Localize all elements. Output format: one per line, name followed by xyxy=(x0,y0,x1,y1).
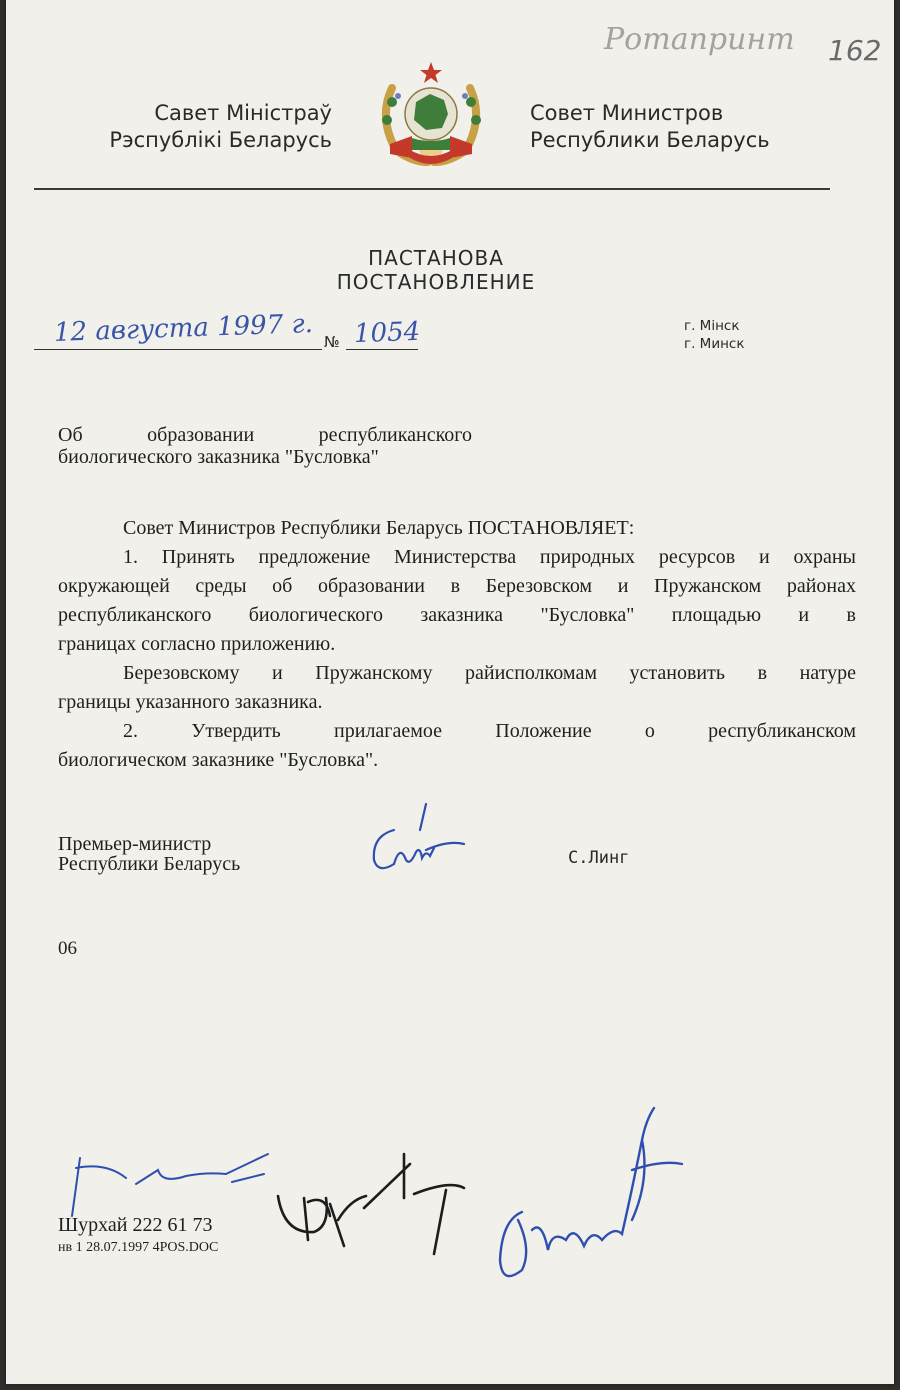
body-p1-line4: границах согласно приложению. xyxy=(58,633,336,655)
header-left-line2: Рэспублiкi Беларусь xyxy=(109,128,332,152)
city-russian: г. Минск xyxy=(684,336,745,352)
body-intro: Совет Министров Республики Беларусь ПОСТАНОВЛЯЕТ: xyxy=(123,517,635,539)
signatory-title-line1: Премьер-министр xyxy=(58,833,212,855)
number-sign: № xyxy=(324,333,340,351)
date-underline xyxy=(34,349,322,350)
document-page xyxy=(6,0,894,1384)
state-emblem-icon xyxy=(372,58,490,170)
approval-signature-1-icon xyxy=(36,1144,286,1224)
number-underline xyxy=(346,349,418,350)
body-p3-line1: 2. Утвердить прилагаемое Положение о республиканском xyxy=(123,720,856,742)
header-left-line1: Савет Мiнiстраў xyxy=(154,101,332,125)
body-p2-line2: границы указанного заказника. xyxy=(58,691,323,713)
body-p1-line1: 1. Принять предложение Министерства природных ресурсов и охраны xyxy=(123,546,856,568)
approval-signature-2-icon xyxy=(274,1150,474,1260)
document-body xyxy=(58,514,856,775)
body-p1-line2: окружающей среды об образовании в Березовском и Пружанском районах xyxy=(58,575,856,597)
signatory-name: С.Линг xyxy=(568,848,630,868)
body-p1-line3: республиканского биологического заказника "Бусловка" площадью и в xyxy=(58,604,856,626)
file-meta-line: нв 1 28.07.1997 4POS.DOC xyxy=(58,1240,219,1255)
archive-note: Ротапринт xyxy=(604,22,795,57)
document-code: 06 xyxy=(58,938,77,959)
body-p2-line1: Березовскому и Пружанскому райисполкомам установить в натуре xyxy=(123,662,856,684)
doc-type-russian: ПОСТАНОВЛЕНИЕ xyxy=(336,270,536,294)
doc-type-belarusian: ПАСТАНОВА xyxy=(368,246,504,270)
header-right-line1: Совет Министров xyxy=(530,101,724,125)
signatory-title xyxy=(58,834,240,874)
city-belarusian: г. Мiнск xyxy=(684,318,740,334)
emblem-inscription: РЭСПУБЛІКА БЕЛАРУСЬ xyxy=(418,150,444,152)
header-right-line2: Республики Беларусь xyxy=(530,128,770,152)
date-handwritten: 12 августа 1997 г. xyxy=(53,308,314,348)
executor-line: Шурхай 222 61 73 xyxy=(58,1214,213,1236)
archive-page-number: 162 xyxy=(828,34,882,67)
document-subject xyxy=(58,424,472,468)
approval-signature-3-icon xyxy=(492,1100,692,1300)
signatory-title-line2: Республики Беларусь xyxy=(58,853,241,875)
header-russian xyxy=(530,100,830,154)
subject-line2: биологического заказника "Бусловка" xyxy=(58,446,379,468)
header-divider xyxy=(34,188,830,190)
number-handwritten: 1054 xyxy=(353,316,421,350)
prime-minister-signature-icon xyxy=(364,800,474,880)
body-p3-line2: биологическом заказнике "Бусловка". xyxy=(58,749,379,771)
subject-line1: Об образовании республиканского xyxy=(58,424,472,446)
header-belarusian xyxy=(84,100,332,154)
